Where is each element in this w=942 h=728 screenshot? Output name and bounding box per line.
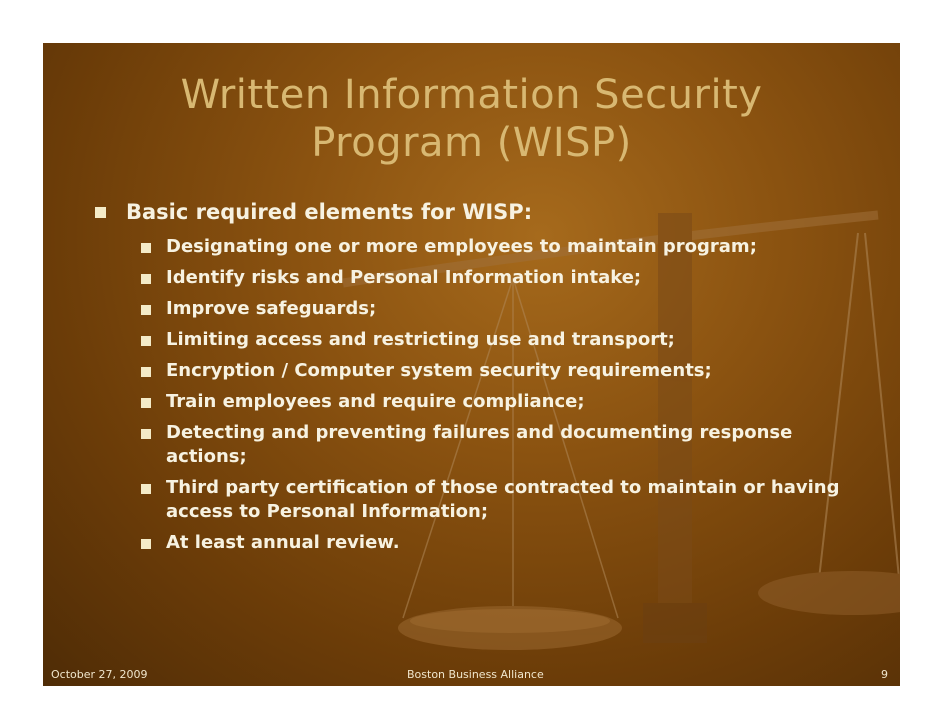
main-bullet <box>126 199 532 225</box>
sub-bullet-item <box>166 297 866 321</box>
sub-bullet-item <box>166 235 866 259</box>
sub-bullet-text: Third party certification of those contracted to maintain or having access to Personal Information; <box>166 477 840 522</box>
sub-bullet-item <box>166 328 866 352</box>
footer-organization: Boston Business Alliance <box>407 668 544 681</box>
main-bullet-text: Basic required elements for WISP: <box>126 200 533 224</box>
square-bullet-icon <box>141 336 151 346</box>
square-bullet-icon <box>95 207 106 218</box>
sub-bullet-list <box>166 235 866 562</box>
sub-bullet-text: At least annual review. <box>166 532 400 553</box>
sub-bullet-item <box>166 266 866 290</box>
footer-page-number: 9 <box>881 668 888 681</box>
square-bullet-icon <box>141 539 151 549</box>
slide-title <box>43 71 900 167</box>
square-bullet-icon <box>141 243 151 253</box>
sub-bullet-item <box>166 421 866 469</box>
sub-bullet-text: Train employees and require compliance; <box>166 391 585 412</box>
sub-bullet-item <box>166 390 866 414</box>
sub-bullet-text: Detecting and preventing failures and documenting response actions; <box>166 422 793 467</box>
sub-bullet-text: Encryption / Computer system security requirements; <box>166 360 712 381</box>
title-line-2: Program (WISP) <box>311 120 632 166</box>
title-line-1: Written Information Security <box>180 72 763 118</box>
sub-bullet-text: Designating one or more employees to maintain program; <box>166 236 757 257</box>
sub-bullet-text: Identify risks and Personal Information intake; <box>166 267 642 288</box>
sub-bullet-text: Limiting access and restricting use and transport; <box>166 329 675 350</box>
sub-bullet-item <box>166 531 866 555</box>
square-bullet-icon <box>141 484 151 494</box>
slide <box>43 43 900 686</box>
footer-date: October 27, 2009 <box>51 668 148 681</box>
square-bullet-icon <box>141 274 151 284</box>
square-bullet-icon <box>141 398 151 408</box>
sub-bullet-item <box>166 476 866 524</box>
square-bullet-icon <box>141 367 151 377</box>
square-bullet-icon <box>141 305 151 315</box>
sub-bullet-item <box>166 359 866 383</box>
square-bullet-icon <box>141 429 151 439</box>
sub-bullet-text: Improve safeguards; <box>166 298 377 319</box>
